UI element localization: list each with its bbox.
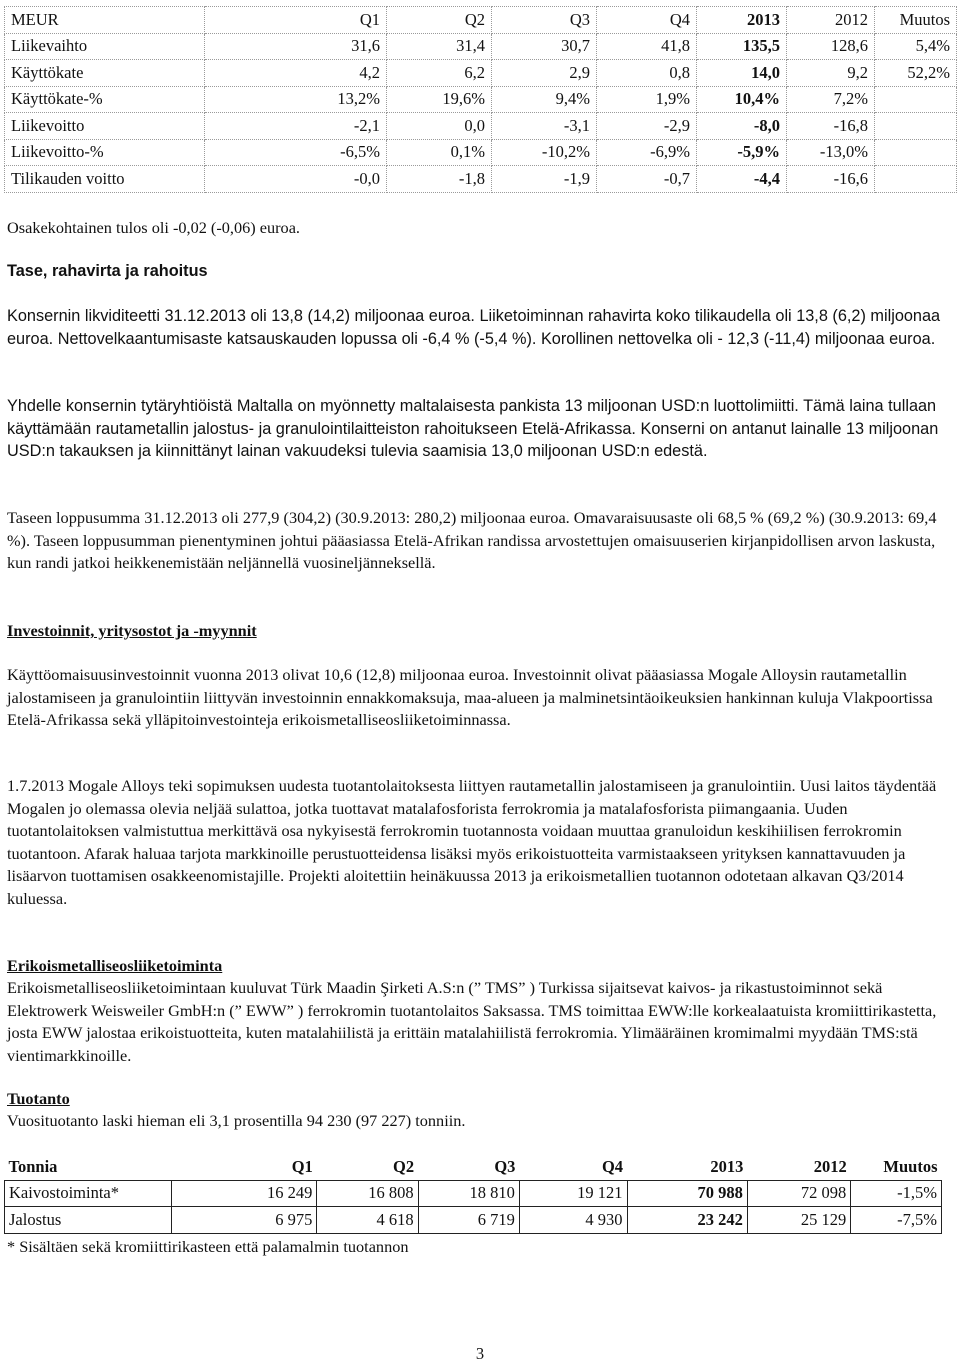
table-cell: 7,2%	[787, 86, 875, 113]
table-cell	[875, 139, 957, 166]
table-cell: -1,9	[492, 166, 597, 193]
table-row	[5, 113, 957, 140]
heading-investments: Investoinnit, yritysostot ja -myynnit	[7, 621, 257, 640]
table-cell	[875, 86, 957, 113]
table-row	[5, 1180, 942, 1207]
table-row	[5, 139, 957, 166]
para-investments: Käyttöomaisuusinvestoinnit vuonna 2013 olivat 10,6 (12,8) miljoonaa euroa. Investoinnit olivat pääasiassa Mogale Alloysin rautametallin jalostamiseen ja granulointiin liittyvän investoinnin ennakkomaksuja, maa-alueen ja malminetsintäoikeuksien hankinnan kuluja Vlakpoortissa Etelä-Afrikassa sekä ylläpitoinvestointeja erikoismetalliseosliiketoiminnassa.	[7, 665, 933, 729]
table-cell: 5,4%	[875, 33, 957, 60]
table-cell: 1,9%	[597, 86, 697, 113]
table-cell: 0,1%	[387, 139, 492, 166]
table-cell: -13,0%	[787, 139, 875, 166]
para-liquidity: Konsernin likviditeetti 31.12.2013 oli 13,8 (14,2) miljoonaa euroa. Liiketoiminnan rahavirta koko tilikaudella oli 13,8 (6,2) miljoonaa euroa. Nettovelkaantumisaste katsauskauden lopussa oli -6,4 % (-5,4 %). Korollinen nettovelka oli - 12,3 (-11,4) miljoonaa euroa.	[7, 307, 941, 348]
para-balance: Taseen loppusumma 31.12.2013 oli 277,9 (304,2) (30.9.2013: 280,2) miljoonaa euroa. Omavaraisuusaste oli 68,5 % (69,2 %) (30.9.2013: 69,4 %). Taseen loppusumman pienentyminen johtui pääasiassa Etelä-Afrikan randissa arvostettujen omaisuuserien kirjanpidollisen arvon laskusta, kun randi jatkoi heikkenemistään neljännellä vuosineljänneksellä.	[7, 508, 937, 572]
para-special-alloys: Erikoismetalliseosliiketoimintaan kuuluvat Türk Maadin Şirketi A.S:n (” TMS” ) Turkissa sijaitsevat kaivos- ja rikastustoiminnot sekä Elektrowerk Weisweiler GmbH:n (” EWW” ) ferrokromin tuotantolaitos Saksassa. TMS toimittaa EWW:lle korkealaatuista kromiittirikastetta, josta EWW jalostaa erikoistuotteita, kuten matalahiilistä ja erittäin matalahiilistä ferrokromia. Ylimääräinen kromimalmi myydään TMS:stä vientimarkkinoille.	[7, 978, 937, 1065]
heading-balance: Tase, rahavirta ja rahoitus	[7, 262, 208, 280]
row-label: Tilikauden voitto	[5, 166, 205, 193]
heading-special-alloys: Erikoismetalliseosliiketoiminta	[7, 956, 223, 975]
table-cell: -2,9	[597, 113, 697, 140]
production-footnote: * Sisältäen sekä kromiittirikasteen että palamalmin tuotannon	[7, 1237, 409, 1256]
table-cell: -3,1	[492, 113, 597, 140]
column-header: Q4	[519, 1154, 627, 1180]
column-header: 2013	[627, 1154, 747, 1180]
eps-text: Osakekohtainen tulos oli -0,02 (-0,06) euroa.	[7, 218, 300, 237]
table-cell: 30,7	[492, 33, 597, 60]
table-cell: -5,9%	[697, 139, 787, 166]
row-label: Kaivostoiminta*	[5, 1180, 172, 1207]
table-cell: -10,2%	[492, 139, 597, 166]
table-cell: 128,6	[787, 33, 875, 60]
column-header: Muutos	[875, 7, 957, 34]
table-cell: -1,5%	[851, 1180, 942, 1207]
table-cell: -7,5%	[851, 1207, 942, 1234]
table-cell: 31,4	[387, 33, 492, 60]
column-header: Q2	[387, 7, 492, 34]
table-row	[5, 33, 957, 60]
column-header: Q4	[597, 7, 697, 34]
table-cell: -8,0	[697, 113, 787, 140]
table-cell: 16 808	[317, 1180, 418, 1207]
table-cell: 72 098	[747, 1180, 850, 1207]
para-loan: Yhdelle konsernin tytäryhtiöistä Maltalla on myönnetty maltalaisesta pankista 13 miljoonan USD:n luottolimiitti. Tämä laina tullaan käyttämään rautametallin jalostus- ja granulointilaitteiston rahoitukseen Etelä-Afrikassa. Konserni on antanut lainalle 13 miljoonan USD:n takauksen ja kiinnittänyt lainan vakuudeksi tulevia saamisia 13,0 miljoonan USD:n edestä.	[7, 397, 939, 460]
column-header: Q3	[418, 1154, 519, 1180]
table-cell: 6,2	[387, 60, 492, 87]
production-table	[4, 1154, 942, 1234]
row-label: Liikevoitto	[5, 113, 205, 140]
table-row	[5, 60, 957, 87]
table-cell: 18 810	[418, 1180, 519, 1207]
row-label: Liikevoitto-%	[5, 139, 205, 166]
table-row	[5, 166, 957, 193]
table-cell: 6 975	[171, 1207, 317, 1234]
table-cell: -16,8	[787, 113, 875, 140]
table-header-row	[5, 1154, 942, 1180]
table-row	[5, 86, 957, 113]
table-row	[5, 1207, 942, 1234]
table-cell: 16 249	[171, 1180, 317, 1207]
table-cell: -6,5%	[205, 139, 387, 166]
table-cell: 9,4%	[492, 86, 597, 113]
column-header: Q2	[317, 1154, 418, 1180]
table-cell: 31,6	[205, 33, 387, 60]
table-cell: 4,2	[205, 60, 387, 87]
table-cell: 9,2	[787, 60, 875, 87]
row-label: Jalostus	[5, 1207, 172, 1234]
table-cell: -0,0	[205, 166, 387, 193]
table-cell: 4 930	[519, 1207, 627, 1234]
table-cell: 52,2%	[875, 60, 957, 87]
table-cell: 19,6%	[387, 86, 492, 113]
table-cell: 10,4%	[697, 86, 787, 113]
column-header: Q3	[492, 7, 597, 34]
column-header: Muutos	[851, 1154, 942, 1180]
para-production: Vuosituotanto laski hieman eli 3,1 prosentilla 94 230 (97 227) tonniin.	[7, 1111, 466, 1130]
table-cell: 0,8	[597, 60, 697, 87]
table-cell: -4,4	[697, 166, 787, 193]
table-cell: 70 988	[627, 1180, 747, 1207]
column-header: 2012	[787, 7, 875, 34]
table-cell: 2,9	[492, 60, 597, 87]
table-cell: 6 719	[418, 1207, 519, 1234]
para-mogale: 1.7.2013 Mogale Alloys teki sopimuksen uudesta tuotantolaitoksesta liittyen rautametallin jalostamiseen ja granulointiin. Uusi laitos täydentää Mogalen jo olemassa olevia neljää sulattoa, jotka tuottavat matalafosforista ferrokromia ja matalafosforista piimangaania. Uuden tuotantolaitoksen valmistuttua merkittävä osa nykyisestä ferrokromin tuotannosta voidaan muuttaa granuloidun keskihiilisen ferrokromin tuotantoon. Afarak haluaa tarjota markkinoille perustuotteidensa lisäksi myös erikoistuotteita varmistaakseen yrityksen kannattavuuden ja lisäarvon tuottamisen osakkeenomistajille. Projekti aloitettiin heinäkuussa 2013 ja erikoismetallien tuotannon odotetaan alkavan Q3/2014 kuluessa.	[7, 776, 937, 908]
table-cell: 13,2%	[205, 86, 387, 113]
column-header: Q1	[171, 1154, 317, 1180]
column-header: MEUR	[5, 7, 205, 34]
financial-summary-table	[4, 6, 957, 193]
row-label: Käyttökate	[5, 60, 205, 87]
table-cell: 25 129	[747, 1207, 850, 1234]
table-cell: 4 618	[317, 1207, 418, 1234]
row-label: Liikevaihto	[5, 33, 205, 60]
heading-production: Tuotanto	[7, 1089, 70, 1108]
table-cell: 19 121	[519, 1180, 627, 1207]
row-label: Käyttökate-%	[5, 86, 205, 113]
column-header: 2013	[697, 7, 787, 34]
table-cell: -6,9%	[597, 139, 697, 166]
table-cell: 0,0	[387, 113, 492, 140]
table-cell: -1,8	[387, 166, 492, 193]
page-number: 3	[475, 1344, 485, 1363]
table-cell	[875, 113, 957, 140]
table-cell: -2,1	[205, 113, 387, 140]
column-header: 2012	[747, 1154, 850, 1180]
table-cell: 135,5	[697, 33, 787, 60]
table-cell: -16,6	[787, 166, 875, 193]
column-header: Tonnia	[5, 1154, 172, 1180]
table-cell: 41,8	[597, 33, 697, 60]
table-cell: 23 242	[627, 1207, 747, 1234]
table-cell	[875, 166, 957, 193]
table-cell: 14,0	[697, 60, 787, 87]
table-header-row	[5, 7, 957, 34]
table-cell: -0,7	[597, 166, 697, 193]
column-header: Q1	[205, 7, 387, 34]
